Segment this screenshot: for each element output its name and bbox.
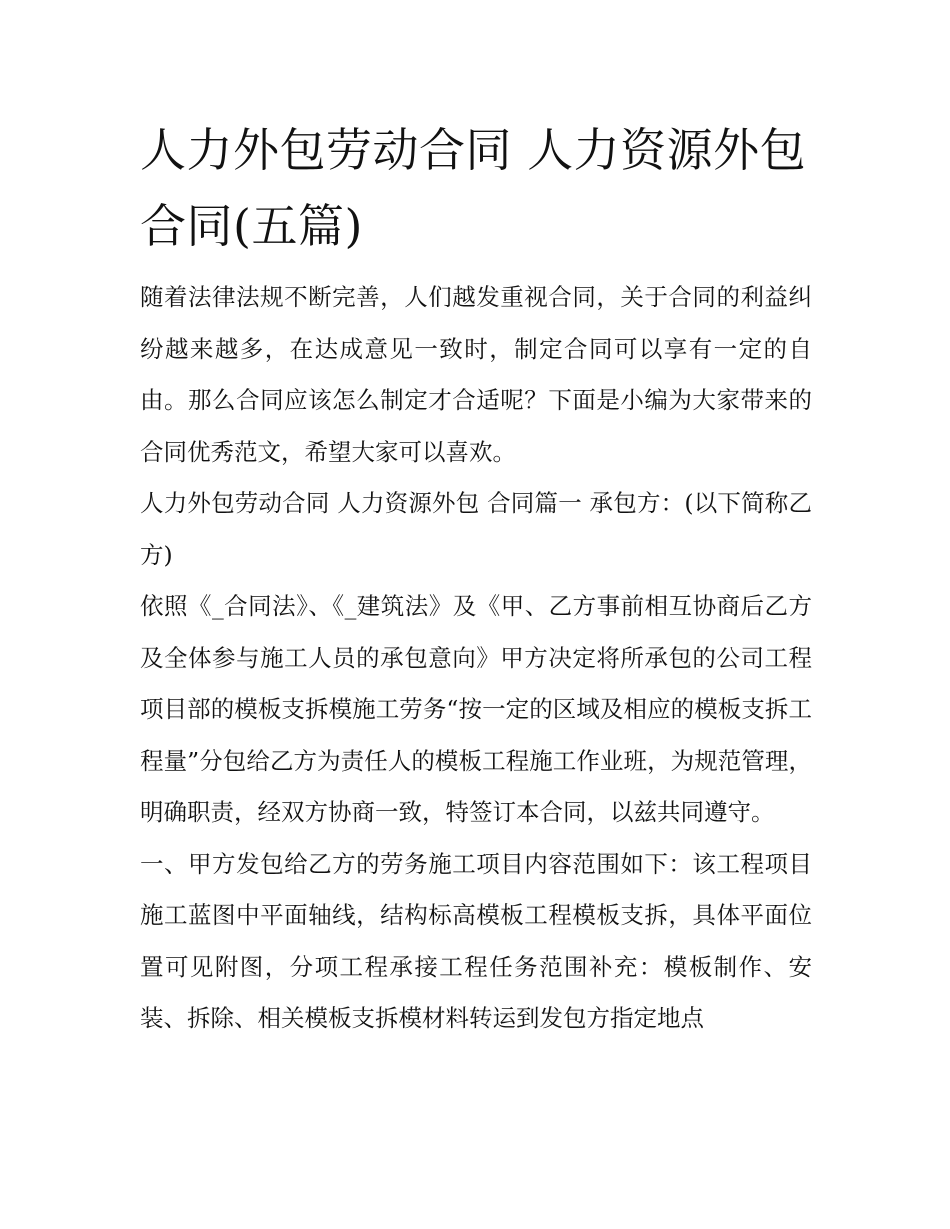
intro-paragraph: 随着法律法规不断完善，人们越发重视合同，关于合同的利益纠纷越来越多，在达成意见一致时，制定合同可以享有一定的自由。那么合同应该怎么制定才合适呢？下面是小编为大家带来的合同优秀范文，希望大家可以喜欢。 [140, 283, 812, 466]
document-page [140, 112, 812, 1045]
clause-one-paragraph: 一、甲方发包给乙方的劳务施工项目内容范围如下：该工程项目施工蓝图中平面轴线，结构标高模板工程模板支拆，具体平面位置可见附图，分项工程承接工程任务范围补充：模板制作、安装、拆除、相关模板支拆模材料转运到发包方指定地点 [140, 849, 812, 1032]
section-heading-paragraph: 人力外包劳动合同 人力资源外包 合同篇一 承包方：(以下简称乙方) [140, 489, 812, 569]
preamble-paragraph: 依照《_合同法》、《_建筑法》及《甲、乙方事前相互协商后乙方及全体参与施工人员的承包意向》甲方决定将所承包的公司工程项目部的模板支拆模施工劳务“按一定的区域及相应的模板支拆工程量”分包给乙方为责任人的模板工程施工作业班，为规范管理，明确职责，经双方协商一致，特签订本合同，以兹共同遵守。 [140, 592, 812, 826]
document-title: 人力外包劳动合同 人力资源外包 合同(五篇) [140, 123, 807, 253]
